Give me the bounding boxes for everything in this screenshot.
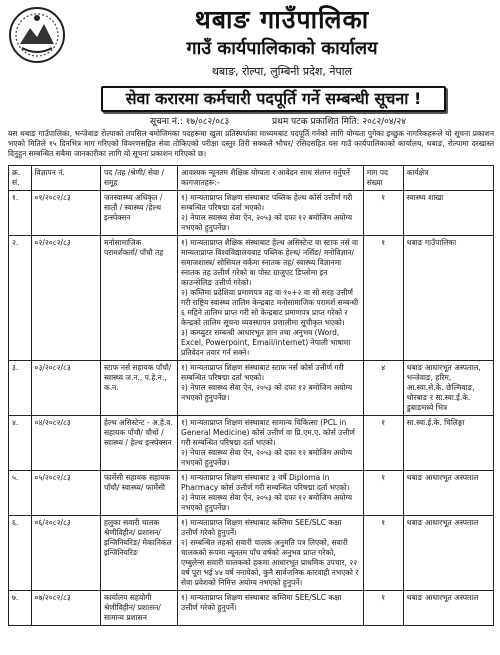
row-sn: ५. — [9, 471, 32, 516]
notice-number: सूचना नं.: १७/०८२/०८३ — [150, 117, 230, 127]
publication-date: प्रथम पटक प्रकाशित मिति: २०८२/०४/२४ — [272, 117, 406, 127]
row-workplace: थबाङ आधारभूत अस्पताल — [403, 516, 493, 591]
row-ad-number: ०७/२०८२/८३ — [31, 591, 100, 626]
row-workplace: थबाङ गाउँपालिका — [403, 236, 493, 361]
row-post: हलुका सवारी चालक श्रेणीविहीन/ प्रशासन/ इन्जिनियरिङ/ मेकानिकल इन्जिनियरिङ — [100, 516, 177, 591]
row-workplace: सा.स्वा.ई.के. चिलिङ्गा — [403, 416, 493, 471]
row-workplace: थबाङ आधारभूत अस्पताल — [403, 471, 493, 516]
row-requirements: १) मान्यताप्राप्त शिक्षण संस्थाबाट कम्तिमा SEE/SLC कक्षा उत्तीर्ण गरेको हुनुपर्ने। २) सम्बन्धित तहको सवारी चालक अनुमति पत्र लिएको, सवारी चालकको रूपमा न्यूनतम पाँच वर्षको अनुभव प्राप्त गरेको, एम्बुलेन्स सवारी चालकको हकमा आधारभूत प्राथमिक उपचार, २२ वर्ष पूरा भई ४४ वर्ष ननाघेको, कुनै सार्वजनिक कारवाही नभएको र सेवा प्रवेशको निमित्त अयोग्य नभएको हुनुपर्ने। — [178, 516, 364, 591]
table-row — [9, 471, 494, 516]
table-row — [9, 416, 494, 471]
row-post: मनोसामाजिक परामर्शकर्ता/ पाँचौ तह — [100, 236, 177, 361]
office-address: थबाङ, रोल्पा, लुम्बिनी प्रदेश, नेपाल — [211, 65, 353, 78]
row-post: कार्यालय सहयोगी श्रेणीविहीन/ प्रशासन/ सामान्य प्रशासन — [100, 591, 177, 626]
row-quantity: ४ — [363, 361, 403, 416]
row-requirements: १) मान्यताप्राप्त शैक्षिक संस्थाबाट हेल्थ असिस्टेन्ट वा स्टाफ नर्स वा मान्यताप्राप्त विश्वविद्यालयबाट पब्लिक हेल्थ/ नर्सिङ/ मनोविज्ञान/ समाजशास्त्र/ सोसियल वर्कमा स्नातक तह/ स्वास्थ्य विज्ञानमा स्नातक तह उत्तीर्ण गरेको वा पोस्ट ग्राजुएट डिप्लोमा इन काउन्सेलिङ उत्तीर्ण गरेको। २) कम्तिमा प्रदेशिया प्रमाणपत्र तह वा १०+२ वा सो सरह उत्तीर्ण गरी राष्ट्रिय स्वास्थ्य तालिम केन्द्रबाट मनोसामाजिक परामर्श सम्बन्धी ६ महिने तालिम प्राप्त गरी सो केन्द्रबाट प्रमाणपत्र प्राप्त गरेको र केन्द्रको तालिम सूचना व्यवस्थापन प्रणालीमा सूचीकृत भएको। ३) कम्प्युटर सम्बन्धी आधारभूत ज्ञान तथा अनुभव (Word, Excel, Powerpoint, Email/internet) नेपाली भाषामा प्रतिवेदन तयार गर्न सक्ने। — [178, 236, 364, 361]
row-sn: २. — [9, 236, 32, 361]
row-requirements: १) मान्यताप्राप्त शिक्षण संस्थाबाट स्टाफ नर्स कोर्स उत्तीर्ण गरी सम्बन्धित परिषद्मा दर्ता भएको। २) नेपाल स्वास्थ्य सेवा ऐन, २०५३ को दफा १२ बमोजिम अयोग्य नभएको हुनुपर्नेछ। — [178, 361, 364, 416]
header-ad-number: विज्ञापन नं. — [31, 166, 100, 191]
row-post: हेल्थ असिस्टेन्ट - अ.हे.व. सहायक पाँचौ/ चौथो / स्वास्थ्य / हेल्थ इन्स्पेक्सन — [100, 416, 177, 471]
row-post: जनस्वास्थ्य अधिकृत / सातौं / स्वास्थ्य /हेल्थ इन्स्पेक्सन — [100, 191, 177, 236]
row-ad-number: ०३/२०८२/८३ — [31, 361, 100, 416]
table-row — [9, 591, 494, 626]
vacancy-table — [8, 165, 494, 626]
row-ad-number: ०४/२०८२/८३ — [31, 416, 100, 471]
row-post: फार्मेसी सहायक सहायक पाँचौ/ स्वास्थ्य/ फार्मेसी — [100, 471, 177, 516]
office-title: गाउँ कार्यपालिकाको कार्यालय — [186, 38, 378, 59]
row-sn: ४. — [9, 416, 32, 471]
table-row — [9, 191, 494, 236]
row-quantity: १ — [363, 191, 403, 236]
row-workplace: थबाङ आधारभूत अस्पताल — [403, 591, 493, 626]
row-ad-number: ०१/२०८२/८३ — [31, 191, 100, 236]
municipality-title: थबाङ गाउँपालिका — [194, 5, 370, 34]
table-row — [9, 516, 494, 591]
table-row — [9, 361, 494, 416]
row-requirements: १) मान्यताप्राप्त शिक्षण संस्थाबाट सामान्य चिकित्सा (PCL in General Medicine) कोर्स उत्तीर्ण वा प्रि.एम.ए. कोर्स उत्तीर्ण गरी सम्बन्धित परिषद्मा दर्ता भएको। २) नेपाल स्वास्थ्य सेवा ऐन, २०५३ को दफा १२ बमोजिम अयोग्य नभएको हुनुपर्नेछ। — [178, 416, 364, 471]
row-sn: ३. — [9, 361, 32, 416]
table-row — [9, 236, 494, 361]
header-post: पद /तह /श्रेणी/ सेवा /समूह — [100, 166, 177, 191]
row-quantity: १ — [363, 416, 403, 471]
row-sn: १. — [9, 191, 32, 236]
row-quantity: १ — [363, 591, 403, 626]
row-ad-number: ०२/२०८२/८३ — [31, 236, 100, 361]
row-quantity: १ — [363, 516, 403, 591]
notice-intro: यस थबाङ गाउँपालिका, भन्जेवाङ रोल्पाको तपसिल बमोजिमका पदहरूमा खुला प्रतिस्पर्धाका माध्यमबाट पदपूर्ति गर्नको लागि योग्यता पुगेका इच्छुक नागरिकहरूले यो सूचना प्रकाशन भएको मितिले १५ दिनभित्र माग गरिएको विवरणसहित सेवा तोकिएको परीक्षा दस्तुर तिरी सक्कलै भौचर/ रसिदसहित यस गाउँ कार्यपालिकाको कार्यालय, थबाङ, रोल्पामा दरखास्त दिनुहुन सम्बन्धित सबैमा जानकारीका लागि यो सूचना प्रकाशन गरिएको छ। — [8, 129, 494, 158]
header-sn: क्र. सं. — [9, 166, 32, 191]
row-ad-number: ०५/२०८२/८३ — [31, 471, 100, 516]
row-workplace: थबाङ आधारभूत अस्पताल, भन्जेवाङ, हरिम, आ.स्वा.से.के. छेल्मिवाङ, थोरबाङ र सा.स्वा.ई.के. डुबाङमध्ये भित्र — [403, 361, 493, 416]
row-quantity: १ — [363, 236, 403, 361]
row-sn: ७. — [9, 591, 32, 626]
row-workplace: स्वास्थ्य शाखा — [403, 191, 493, 236]
header-workplace: कार्यक्षेत्र — [403, 166, 493, 191]
header-quantity: माग पद संख्या — [363, 166, 403, 191]
header-requirements: आवश्यक न्यूनतम शैक्षिक योग्यता र आवेदन साथ संलग्न गर्नुपर्ने कागजातहरू:- — [178, 166, 364, 191]
row-post: स्टाफ नर्स सहायक पाँचौ/ स्वास्थ्य ज.न., प.हे.न., क.न. — [100, 361, 177, 416]
notice-banner: सेवा करारमा कर्मचारी पदपूर्ति गर्ने सम्बन्धी सूचना ! — [101, 86, 446, 112]
letterhead — [0, 0, 500, 86]
row-requirements: १) मान्यताप्राप्त शिक्षण संस्थाबाट पब्लिक हेल्थ कोर्स उत्तीर्ण गरी सम्बन्धित परिषद्मा दर्ता भएको। २) नेपाल स्वास्थ्य सेवा ऐन, २०५३ को दफा १२ बमोजिम अयोग्य नभएको हुनुपर्नेछ। — [178, 191, 364, 236]
row-ad-number: ०६/२०८२/८३ — [31, 516, 100, 591]
nepal-emblem-icon — [8, 6, 66, 64]
row-requirements: १) मान्यताप्राप्त शिक्षण संस्थाबाट ३ वर्षे Diploma in Pharmacy कोर्स उत्तीर्ण गरी सम्बन्धित परिषद्मा दर्ता भएको। २) नेपाल स्वास्थ्य सेवा ऐन, २०५३ को दफा १२ बमोजिम अयोग्य नभएको हुनुपर्नेछ। — [178, 471, 364, 516]
table-header-row — [9, 166, 494, 191]
row-requirements: १) मान्यताप्राप्त शिक्षण संस्थाबाट कम्तिमा SEE/SLC कक्षा उत्तीर्ण गरेको हुनुपर्ने। — [178, 591, 364, 626]
row-quantity: १ — [363, 471, 403, 516]
row-sn: ६. — [9, 516, 32, 591]
